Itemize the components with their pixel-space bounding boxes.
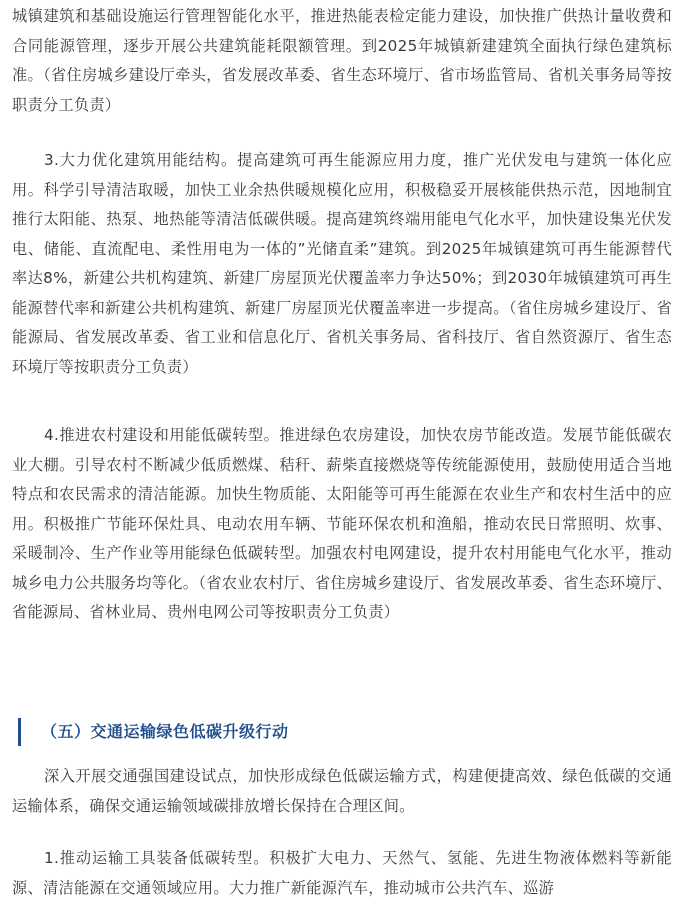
paragraph-transport-vehicles: 1.推动运输工具装备低碳转型。积极扩大电力、天然气、氢能、先进生物液体燃料等新能源、清洁能源在交通领域应用。大力推广新能源汽车，推动城市公共汽车、巡游: [12, 849, 672, 897]
paragraph-rural-low-carbon: 4.推进农村建设和用能低碳转型。推进绿色农房建设，加快农房节能改造。发展节能低碳农业大棚。引导农村不断减少低质燃煤、秸秆、薪柴直接燃烧等传统能源使用，鼓励使用适合当地特点和农民需求的清洁能源。加快生物质能、太阳能等可再生能源在农业生产和农村生活中的应用。积极推广节能环保灶具、电动农用车辆、节能环保农机和渔船，推动农民日常照明、炊事、采暖制冷、生产作业等用能绿色低碳转型。加强农村电网建设，提升农村用能电气化水平，推动城乡电力公共服务均等化。（省农业农村厅、省住房城乡建设厅、省发展改革委、省生态环境厅、省能源局、省林业局、贵州电网公司等按职责分工负责）: [12, 426, 672, 621]
section-heading: （五）交通运输绿色低碳升级行动: [18, 718, 289, 746]
paragraph-building-energy-structure: 3.大力优化建筑用能结构。提高建筑可再生能源应用力度，推广光伏发电与建筑一体化应用。科学引导清洁取暖，加快工业余热供暖规模化应用，积极稳妥开展核能供热示范，因地制宜推行太阳能、热泵、地热能等清洁低碳供暖。提高建筑终端用能电气化水平，加快建设集光伏发电、储能、直流配电、柔性用电为一体的”光储直柔”建筑。到2025年城镇建筑可再生能源替代率达8%，新建公共机构建筑、新建厂房屋顶光伏覆盖率力争达50%；到2030年城镇建筑可再生能源替代率和新建公共机构建筑、新建厂房屋顶光伏覆盖率进一步提高。（省住房城乡建设厅、省能源局、省发展改革委、省工业和信息化厅、省机关事务局、省科技厅、省自然资源厅、省生态环境厅等按职责分工负责）: [12, 151, 672, 376]
paragraph-transport-intro: 深入开展交通强国建设试点，加快形成绿色低碳运输方式，构建便捷高效、绿色低碳的交通运输体系，确保交通运输领域碳排放增长保持在合理区间。: [12, 767, 672, 815]
paragraph-building-energy-management: 城镇建筑和基础设施运行管理智能化水平，推进热能表检定能力建设，加快推广供热计量收费和合同能源管理，逐步开展公共建筑能耗限额管理。到2025年城镇新建建筑全面执行绿色建筑标准。（省住房城乡建设厅牵头，省发展改革委、省生态环境厅、省市场监管局、省机关事务局等按职责分工负责）: [12, 7, 672, 114]
